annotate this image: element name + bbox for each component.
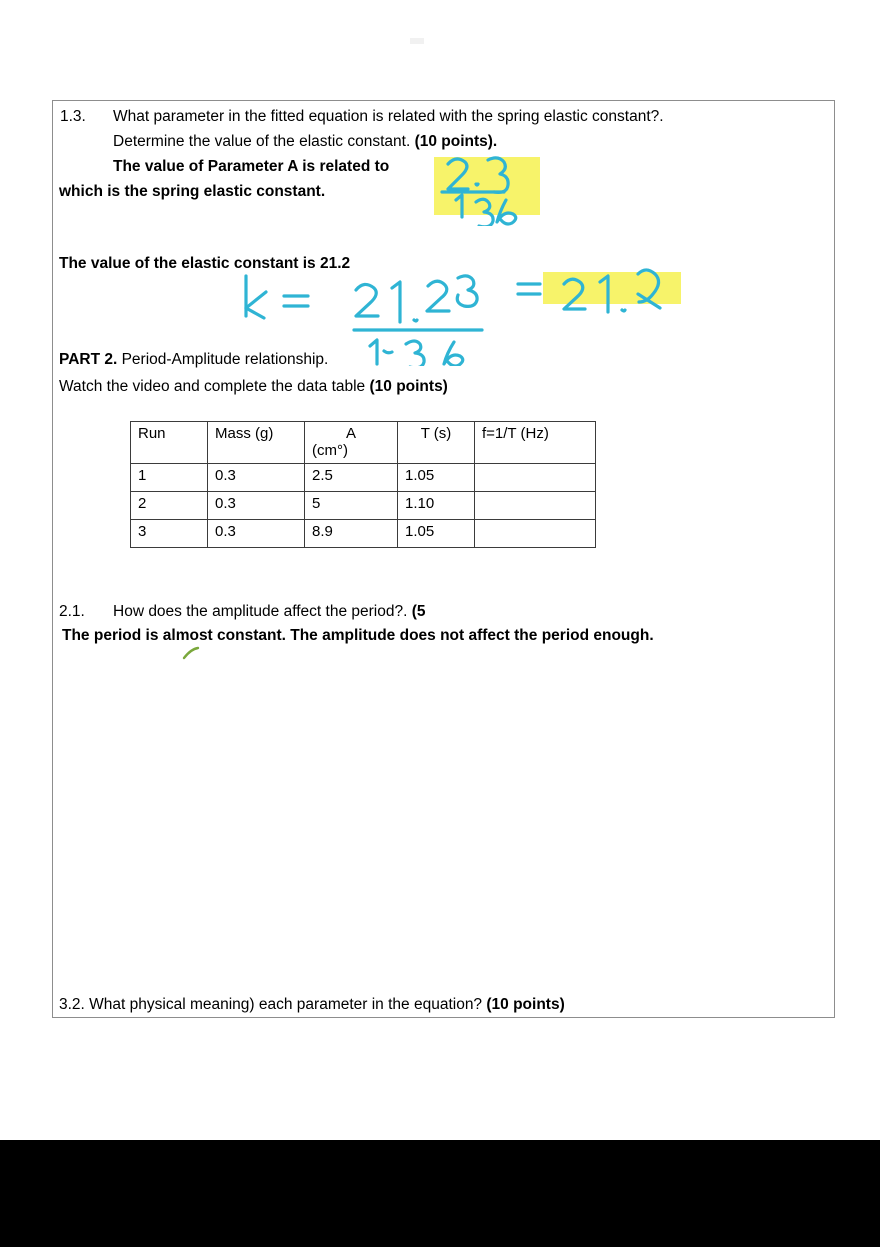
answer-1-3-line2: which is the spring elastic constant. (59, 183, 326, 200)
question-2-1-number: 2.1. (59, 603, 85, 620)
question-3-2-plain: 3.2. What physical meaning) each parameter in the equation? (59, 996, 487, 1013)
question-2-1-text (113, 600, 426, 624)
question-3-2-points: (10 points) (486, 996, 565, 1013)
table-header-period: T (s) (398, 422, 475, 464)
part-2-title: Period-Amplitude relationship. (117, 351, 329, 368)
cell-mass: 0.3 (208, 464, 305, 492)
cell-frequency[interactable] (475, 492, 596, 520)
table-header-row (131, 422, 596, 464)
table-header-amplitude (305, 422, 398, 464)
question-2-1-points: (5 (411, 603, 426, 620)
part-2-heading (59, 348, 328, 372)
part-2-points: (10 points) (369, 378, 448, 395)
table-header-amplitude-unit: (cm°) (312, 442, 348, 459)
cell-amplitude: 2.5 (305, 464, 398, 492)
cell-amplitude: 8.9 (305, 520, 398, 548)
cell-run: 3 (131, 520, 208, 548)
question-1-3-line2 (113, 130, 497, 154)
cell-period: 1.05 (398, 520, 475, 548)
cell-frequency[interactable] (475, 464, 596, 492)
cell-mass: 0.3 (208, 492, 305, 520)
exam-content-box (52, 100, 835, 1018)
answer-1-3-line1: The value of Parameter A is related to (113, 158, 390, 175)
table-header-mass: Mass (g) (208, 422, 305, 464)
question-1-3-points: (10 points). (414, 133, 498, 150)
cell-mass: 0.3 (208, 520, 305, 548)
cell-frequency[interactable] (475, 520, 596, 548)
highlight-result (543, 272, 681, 304)
part-2-label: PART 2. (59, 351, 118, 368)
answer-2-1: The period is almost constant. The amplitude does not affect the period enough. (62, 627, 654, 644)
cell-run: 1 (131, 464, 208, 492)
table-row (131, 520, 596, 548)
highlight-parameter-a (434, 157, 540, 215)
period-amplitude-table (130, 421, 596, 548)
question-1-3-line1: What parameter in the fitted equation is related with the spring elastic constant?. (113, 108, 664, 125)
question-1-3-line2-plain: Determine the value of the elastic constant. (113, 133, 415, 150)
part-2-instruction-plain: Watch the video and complete the data table (59, 378, 370, 395)
part-2-instruction (59, 375, 448, 399)
cell-run: 2 (131, 492, 208, 520)
table-header-frequency: f=1/T (Hz) (475, 422, 596, 464)
table-header-run: Run (131, 422, 208, 464)
table-row (131, 464, 596, 492)
question-1-3-number: 1.3. (60, 108, 86, 125)
question-3-2 (59, 993, 565, 1017)
answer-1-3-line3: The value of the elastic constant is 21.2 (59, 255, 351, 272)
bottom-black-band (0, 1140, 880, 1247)
question-2-1-text-plain: How does the amplitude affect the period?. (113, 603, 412, 620)
cell-amplitude: 5 (305, 492, 398, 520)
cell-period: 1.10 (398, 492, 475, 520)
cell-period: 1.05 (398, 464, 475, 492)
faint-page-mark (410, 38, 424, 44)
table-row (131, 492, 596, 520)
table-header-amplitude-symbol: A (345, 425, 356, 442)
